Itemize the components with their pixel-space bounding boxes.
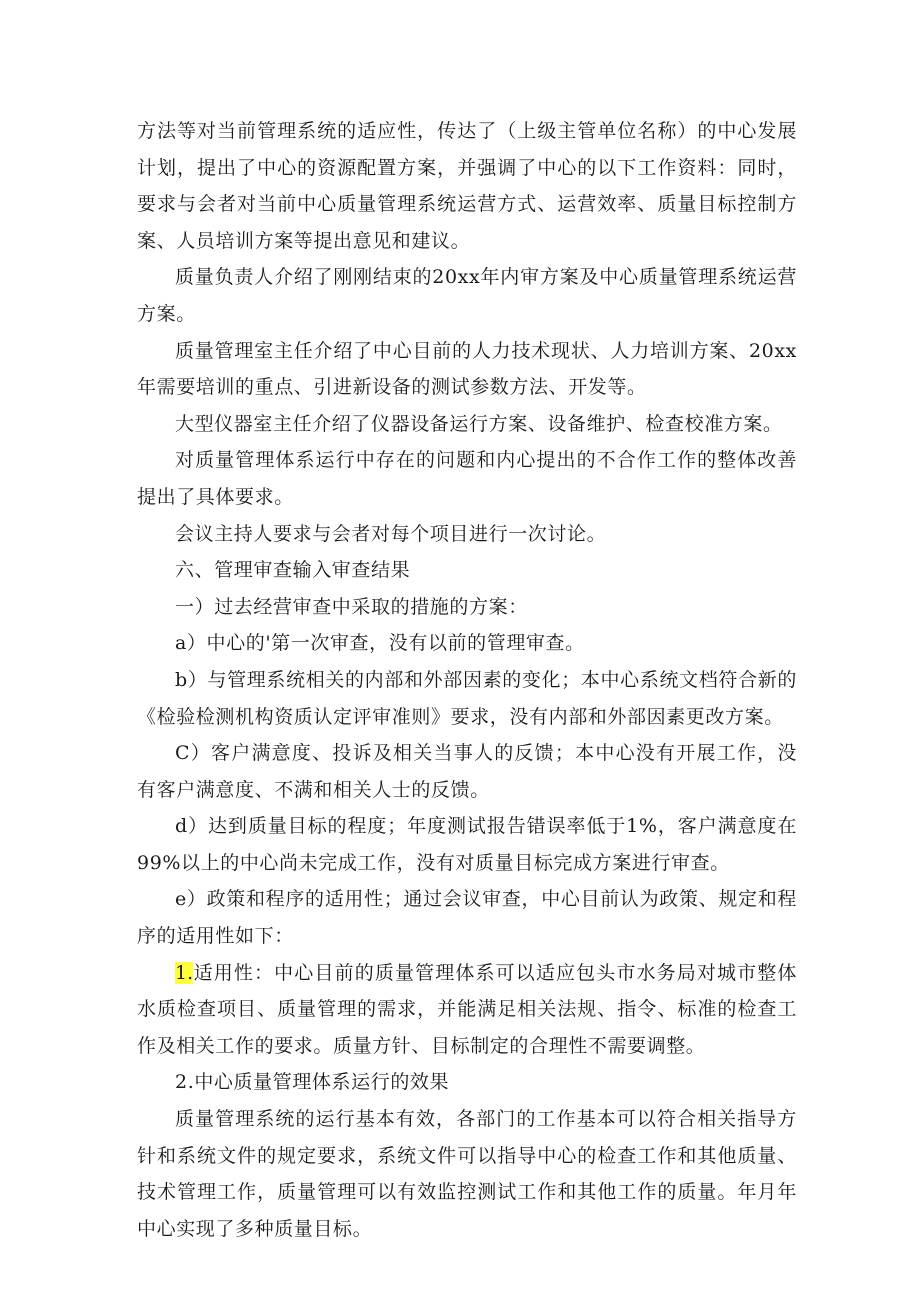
paragraph-2: 质量负责人介绍了刚刚结束的20xx年内审方案及中心质量管理系统运营方案。 xyxy=(137,266,797,325)
paragraph-1: 方法等对当前管理系统的适应性，传达了（上级主管单位名称）的中心发展计划，提出了中心的资源配置方案，并强调了中心的以下工作资料：同时，要求与会者对当前中心质量管理系统运营方式、运营效率、质量目标控制方案、人员培训方案等提出意见和建议。 xyxy=(137,120,797,252)
list-item-b: b）与管理系统相关的内部和外部因素的变化；本中心系统文档符合新的《检验检测机构资质认定评审准则》要求，没有内部和外部因素更改方案。 xyxy=(137,668,797,728)
paragraph-6: 会议主持人要求与会者对每个项目进行一次讨论。 xyxy=(175,522,607,545)
paragraph-3: 质量管理室主任介绍了中心目前的人力技术现状、人力培训方案、20xx年需要培训的重点、引进新设备的测试参数方法、开发等。 xyxy=(137,339,797,399)
highlighted-number-marker: 1. xyxy=(175,961,194,984)
list-item-c: C）客户满意度、投诉及相关当事人的反馈；本中心没有开展工作，没有客户满意度、不满和相关人士的反馈。 xyxy=(137,742,797,801)
paragraph-final: 质量管理系统的运行基本有效，各部门的工作基本可以符合相关指导方针和系统文件的规定要求，系统文件可以指导中心的检查工作和其他质量、技术管理工作，质量管理可以有效监控测试工作和其他工作的质量。年月年中心实现了多种质量目标。 xyxy=(137,1108,797,1240)
numbered-item-1-text: 适用性：中心目前的质量管理体系可以适应包头市水务局对城市整体水质检查项目、质量管理的需求，并能满足相关法规、指令、标准的检查工作及相关工作的要求。质量方针、目标制定的合理性不需要调整。 xyxy=(137,961,797,1057)
section-heading-six: 六、管理审查输入审查结果 xyxy=(175,559,411,582)
paragraph-4: 大型仪器室主任介绍了仪器设备运行方案、设备维护、检查校准方案。 xyxy=(175,412,783,435)
list-item-a: a）中心的'第一次审查，没有以前的管理审查。 xyxy=(175,632,585,655)
list-item-e: e）政策和程序的适用性；通过会议审查，中心目前认为政策、规定和程序的适用性如下： xyxy=(137,888,797,948)
numbered-item-2: 2.中心质量管理体系运行的效果 xyxy=(175,1071,450,1094)
numbered-item-1 xyxy=(137,955,797,1065)
paragraph-5: 对质量管理体系运行中存在的问题和内心提出的不合作工作的整体改善提出了具体要求。 xyxy=(137,449,797,508)
document-body xyxy=(137,113,797,1247)
subsection-heading-one: 一）过去经营审查中采取的措施的方案： xyxy=(175,595,528,618)
list-item-d: d）达到质量目标的程度；年度测试报告错误率低于1%，客户满意度在99%以上的中心尚未完成工作，没有对质量目标完成方案进行审查。 xyxy=(137,815,797,874)
